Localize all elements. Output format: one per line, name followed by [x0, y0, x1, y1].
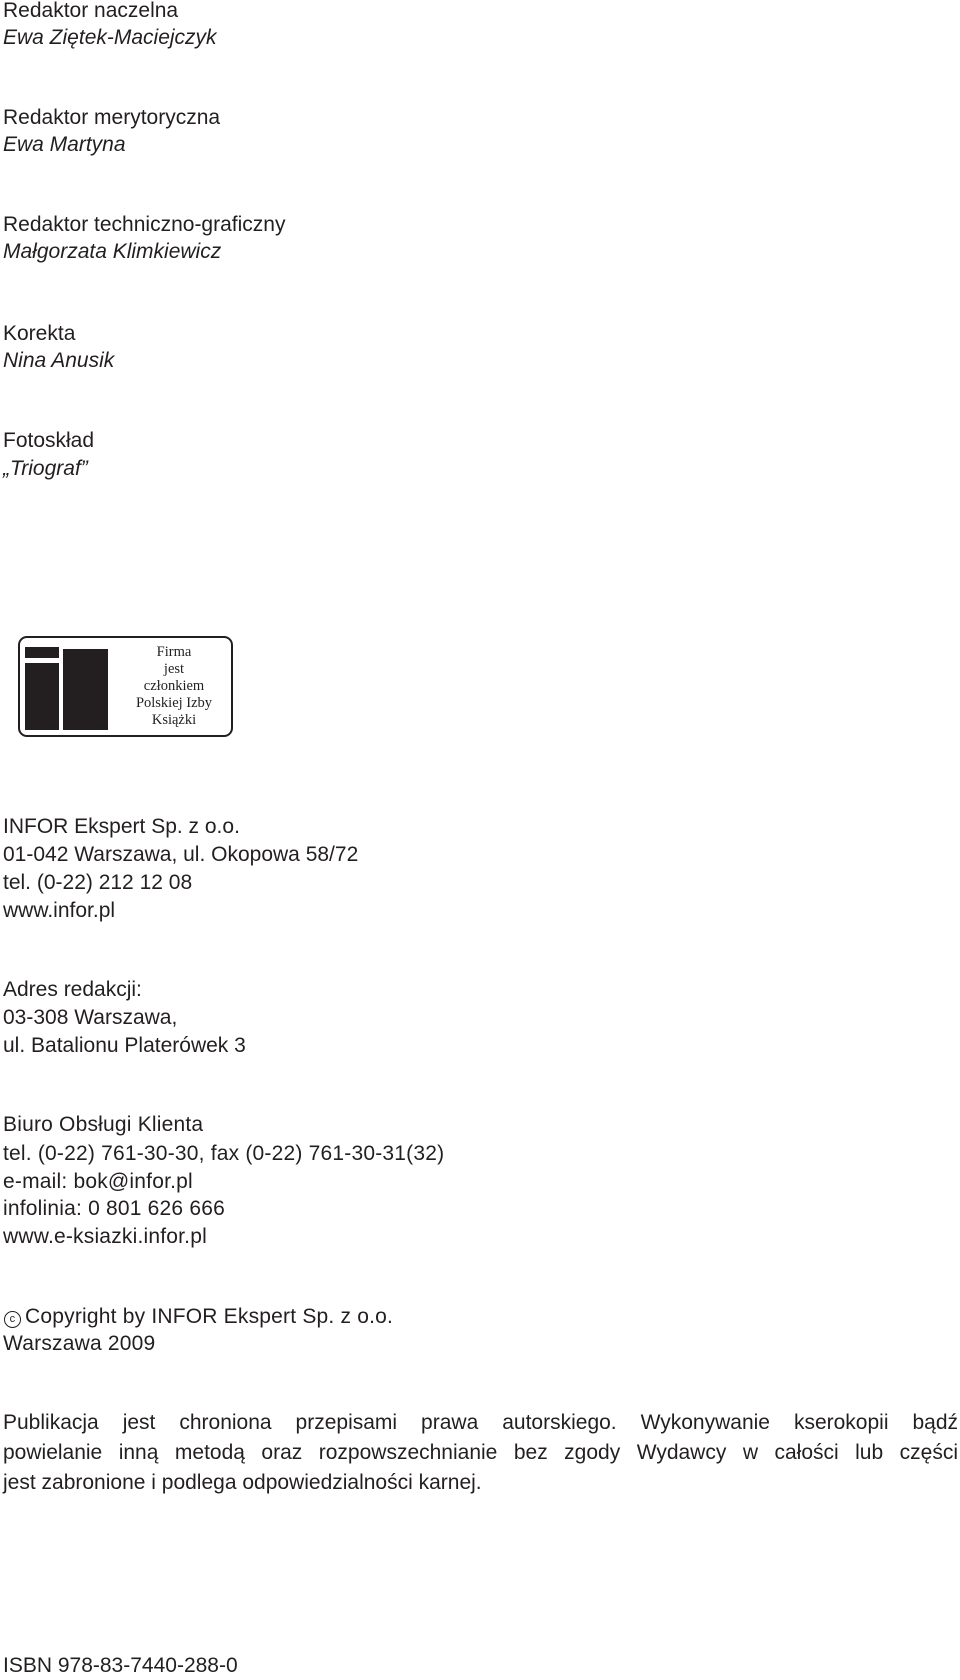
editorial-office-street: ul. Batalionu Platerówek 3	[3, 1034, 246, 1057]
typesetting-role: Fotoskład	[3, 429, 95, 452]
badge-line: jest	[163, 661, 185, 677]
editor-in-chief-name: Ewa Ziętek-Maciejczyk	[3, 26, 217, 49]
badge-text	[116, 644, 232, 729]
publisher-name: INFOR Ekspert Sp. z o.o.	[3, 815, 240, 838]
copyright-place-year: Warszawa 2009	[3, 1332, 156, 1355]
technical-editor-role: Redaktor techniczno-graficzny	[3, 213, 286, 236]
badge-line: członkiem	[143, 678, 205, 694]
customer-service-email: e-mail: bok@infor.pl	[3, 1170, 193, 1193]
editorial-office-label: Adres redakcji:	[3, 978, 142, 1001]
copyright-icon: c	[4, 1311, 21, 1328]
content-editor-role: Redaktor merytoryczna	[3, 106, 221, 129]
badge-line: Polskiej Izby	[135, 695, 213, 711]
isbn: ISBN 978-83-7440-288-0	[3, 1654, 238, 1677]
copyright-holder: Copyright by INFOR Ekspert Sp. z o.o.	[25, 1305, 394, 1328]
legal-notice-line: Publikacja jest chroniona przepisami prawa autorskiego. Wykonywanie kserokopii bądź	[3, 1411, 958, 1434]
badge-line: Książki	[151, 712, 197, 728]
customer-service-phone-fax: tel. (0-22) 761-30-30, fax (0-22) 761-30-31(32)	[3, 1142, 445, 1165]
legal-notice	[3, 1408, 958, 1498]
legal-notice-line: powielanie inną metodą oraz rozpowszechnianie bez zgody Wydawcy w całości lub części	[3, 1441, 958, 1464]
typesetting-name: „Triograf”	[3, 457, 88, 480]
editorial-office-city: 03-308 Warszawa,	[3, 1006, 178, 1029]
customer-service-label: Biuro Obsługi Klienta	[3, 1113, 204, 1136]
publisher-phone: tel. (0-22) 212 12 08	[3, 871, 193, 894]
technical-editor-name: Małgorzata Klimkiewicz	[3, 240, 222, 263]
customer-service-hotline: infolinia: 0 801 626 666	[3, 1197, 225, 1220]
editor-in-chief-role: Redaktor naczelna	[3, 0, 179, 22]
pik-membership-badge	[18, 636, 233, 737]
legal-notice-line: jest zabronione i podlega odpowiedzialności karnej.	[3, 1471, 482, 1494]
badge-line: Firma	[156, 644, 192, 660]
copyright-line	[3, 1303, 393, 1331]
proofreading-role: Korekta	[3, 322, 76, 345]
content-editor-name: Ewa Martyna	[3, 133, 126, 156]
customer-service-website: www.e-ksiazki.infor.pl	[3, 1225, 207, 1248]
publisher-address: 01-042 Warszawa, ul. Okopowa 58/72	[3, 843, 359, 866]
proofreading-name: Nina Anusik	[3, 349, 115, 372]
publisher-website: www.infor.pl	[3, 899, 116, 922]
pik-logo-icon	[23, 647, 113, 730]
